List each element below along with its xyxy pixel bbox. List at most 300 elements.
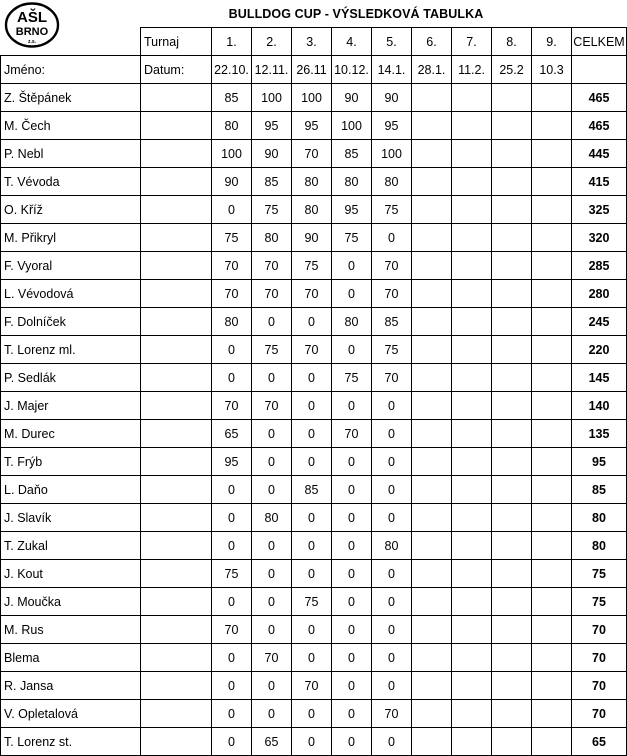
score-cell: 85	[252, 168, 292, 196]
round-label: 5.	[372, 28, 412, 56]
score-cell: 0	[212, 644, 252, 672]
round-header-row	[1, 28, 627, 56]
score-cell	[412, 168, 452, 196]
score-cell: 80	[292, 196, 332, 224]
page-title: BULLDOG CUP - VÝSLEDKOVÁ TABULKA	[228, 7, 484, 21]
score-cell: 0	[292, 532, 332, 560]
score-cell: 90	[372, 84, 412, 112]
name-header: Jméno:	[1, 56, 141, 84]
score-cell: 70	[372, 280, 412, 308]
total-cell: 75	[572, 588, 627, 616]
score-cell: 0	[332, 588, 372, 616]
score-cell	[412, 504, 452, 532]
score-cell	[532, 196, 572, 224]
score-cell	[492, 504, 532, 532]
score-cell	[452, 476, 492, 504]
score-cell: 70	[252, 392, 292, 420]
score-cell	[532, 112, 572, 140]
round-label: 7.	[452, 28, 492, 56]
total-cell: 135	[572, 420, 627, 448]
table-row	[1, 448, 627, 476]
player-extra-cell	[141, 140, 212, 168]
date-label: 10.12.	[332, 56, 372, 84]
score-cell	[492, 532, 532, 560]
score-cell	[412, 672, 452, 700]
player-extra-cell	[141, 616, 212, 644]
table-row	[1, 336, 627, 364]
date-label: 25.2	[492, 56, 532, 84]
table-row	[1, 560, 627, 588]
player-name: T. Lorenz ml.	[1, 336, 141, 364]
player-extra-cell	[141, 728, 212, 756]
score-cell	[452, 560, 492, 588]
round-label: 4.	[332, 28, 372, 56]
score-cell	[412, 280, 452, 308]
score-cell: 0	[252, 532, 292, 560]
player-extra-cell	[141, 392, 212, 420]
score-cell: 80	[332, 168, 372, 196]
total-cell: 95	[572, 448, 627, 476]
score-cell: 75	[212, 224, 252, 252]
table-row	[1, 364, 627, 392]
date-label: 28.1.	[412, 56, 452, 84]
score-cell: 75	[332, 224, 372, 252]
total-cell: 325	[572, 196, 627, 224]
score-cell: 70	[332, 420, 372, 448]
score-cell	[412, 392, 452, 420]
player-name: F. Dolníček	[1, 308, 141, 336]
table-row	[1, 728, 627, 756]
score-cell	[532, 728, 572, 756]
score-cell: 65	[212, 420, 252, 448]
total-cell: 140	[572, 392, 627, 420]
score-cell	[532, 364, 572, 392]
score-cell	[452, 672, 492, 700]
player-extra-cell	[141, 644, 212, 672]
score-cell: 0	[292, 728, 332, 756]
score-cell: 0	[332, 476, 372, 504]
total-cell: 465	[572, 84, 627, 112]
table-row	[1, 616, 627, 644]
score-cell: 70	[292, 672, 332, 700]
date-label: 11.2.	[452, 56, 492, 84]
score-cell	[412, 364, 452, 392]
player-name: R. Jansa	[1, 672, 141, 700]
player-extra-cell	[141, 420, 212, 448]
score-cell: 0	[292, 616, 332, 644]
score-cell: 95	[252, 112, 292, 140]
player-name: F. Vyoral	[1, 252, 141, 280]
score-cell: 90	[212, 168, 252, 196]
score-cell: 0	[332, 252, 372, 280]
score-cell	[452, 420, 492, 448]
score-cell: 0	[332, 448, 372, 476]
total-cell: 220	[572, 336, 627, 364]
score-cell: 70	[372, 364, 412, 392]
score-cell	[412, 308, 452, 336]
player-extra-cell	[141, 364, 212, 392]
score-cell: 70	[292, 336, 332, 364]
score-cell	[492, 560, 532, 588]
round-label: 2.	[252, 28, 292, 56]
date-label: 14.1.	[372, 56, 412, 84]
player-name: J. Majer	[1, 392, 141, 420]
score-cell: 70	[292, 140, 332, 168]
score-cell: 0	[332, 728, 372, 756]
score-cell: 0	[252, 364, 292, 392]
player-extra-cell	[141, 84, 212, 112]
total-cell: 70	[572, 644, 627, 672]
logo-text-zs: z.s.	[27, 39, 37, 45]
total-cell: 70	[572, 616, 627, 644]
date-header-row	[1, 56, 627, 84]
score-cell: 0	[252, 420, 292, 448]
date-label: 12.11.	[252, 56, 292, 84]
player-name: L. Vévodová	[1, 280, 141, 308]
score-cell	[452, 112, 492, 140]
score-cell: 0	[252, 476, 292, 504]
score-cell: 0	[212, 532, 252, 560]
score-cell: 0	[212, 672, 252, 700]
score-cell: 75	[292, 588, 332, 616]
table-row	[1, 140, 627, 168]
score-cell	[492, 84, 532, 112]
score-cell: 95	[332, 196, 372, 224]
score-cell	[452, 700, 492, 728]
score-cell	[492, 672, 532, 700]
score-cell	[412, 252, 452, 280]
player-extra-cell	[141, 700, 212, 728]
total-cell: 70	[572, 672, 627, 700]
player-name: J. Kout	[1, 560, 141, 588]
score-cell	[492, 364, 532, 392]
player-name: T. Zukal	[1, 532, 141, 560]
score-cell	[452, 140, 492, 168]
score-cell: 75	[372, 196, 412, 224]
table-row	[1, 700, 627, 728]
total-header-empty	[572, 56, 627, 84]
score-cell	[532, 336, 572, 364]
score-cell: 0	[292, 560, 332, 588]
score-cell	[452, 448, 492, 476]
score-cell: 80	[212, 308, 252, 336]
score-cell: 75	[372, 336, 412, 364]
score-cell	[532, 532, 572, 560]
table-row	[1, 308, 627, 336]
table-row	[1, 532, 627, 560]
score-cell: 0	[292, 644, 332, 672]
table-row	[1, 168, 627, 196]
score-cell: 95	[292, 112, 332, 140]
score-cell	[412, 588, 452, 616]
score-cell: 100	[292, 84, 332, 112]
total-cell: 145	[572, 364, 627, 392]
player-extra-cell	[141, 504, 212, 532]
score-cell	[492, 168, 532, 196]
player-extra-cell	[141, 672, 212, 700]
player-name: L. Daňo	[1, 476, 141, 504]
score-cell: 0	[212, 336, 252, 364]
score-cell: 70	[212, 280, 252, 308]
score-cell	[492, 196, 532, 224]
score-cell	[452, 308, 492, 336]
player-name: J. Slavík	[1, 504, 141, 532]
score-cell: 0	[372, 448, 412, 476]
logo-cell	[1, 28, 141, 56]
turnaj-label: Turnaj	[141, 28, 212, 56]
logo-text-asl: AŠL	[17, 9, 47, 26]
player-name: T. Frýb	[1, 448, 141, 476]
score-cell: 0	[332, 336, 372, 364]
score-cell	[532, 420, 572, 448]
score-cell	[492, 140, 532, 168]
score-cell: 70	[212, 392, 252, 420]
total-cell: 85	[572, 476, 627, 504]
score-cell	[532, 448, 572, 476]
score-cell: 90	[252, 140, 292, 168]
total-cell: 75	[572, 560, 627, 588]
score-cell: 0	[332, 532, 372, 560]
score-cell	[412, 224, 452, 252]
results-table-body	[1, 28, 627, 756]
player-extra-cell	[141, 308, 212, 336]
score-cell: 0	[292, 392, 332, 420]
player-name: J. Moučka	[1, 588, 141, 616]
score-cell	[412, 616, 452, 644]
score-cell	[532, 140, 572, 168]
score-cell	[532, 84, 572, 112]
score-cell: 0	[212, 728, 252, 756]
table-row	[1, 112, 627, 140]
player-name: P. Nebl	[1, 140, 141, 168]
score-cell	[452, 252, 492, 280]
score-cell	[412, 560, 452, 588]
player-extra-cell	[141, 224, 212, 252]
player-name: Blema	[1, 644, 141, 672]
score-cell: 95	[212, 448, 252, 476]
player-extra-cell	[141, 588, 212, 616]
player-name: V. Opletalová	[1, 700, 141, 728]
score-cell: 80	[252, 224, 292, 252]
player-extra-cell	[141, 280, 212, 308]
score-cell: 0	[372, 728, 412, 756]
total-cell: 80	[572, 504, 627, 532]
score-cell	[452, 84, 492, 112]
score-cell: 0	[372, 392, 412, 420]
results-table	[0, 27, 627, 756]
total-cell: 245	[572, 308, 627, 336]
player-name: P. Sedlák	[1, 364, 141, 392]
score-cell	[412, 140, 452, 168]
score-cell	[412, 196, 452, 224]
score-cell: 0	[252, 560, 292, 588]
score-cell	[492, 700, 532, 728]
score-cell: 0	[372, 476, 412, 504]
total-cell: 320	[572, 224, 627, 252]
score-cell: 75	[292, 252, 332, 280]
score-cell	[452, 532, 492, 560]
score-cell: 0	[332, 504, 372, 532]
score-cell	[452, 280, 492, 308]
score-cell: 70	[252, 252, 292, 280]
score-cell: 75	[252, 336, 292, 364]
total-cell: 445	[572, 140, 627, 168]
score-cell	[492, 112, 532, 140]
table-row	[1, 392, 627, 420]
score-cell: 70	[372, 252, 412, 280]
score-cell: 80	[252, 504, 292, 532]
score-cell: 100	[372, 140, 412, 168]
score-cell: 70	[212, 252, 252, 280]
player-name: M. Přikryl	[1, 224, 141, 252]
score-cell: 0	[332, 616, 372, 644]
player-name: O. Kříž	[1, 196, 141, 224]
score-cell: 0	[252, 672, 292, 700]
score-cell: 85	[332, 140, 372, 168]
score-cell: 80	[212, 112, 252, 140]
round-label: 6.	[412, 28, 452, 56]
player-name: Z. Štěpánek	[1, 84, 141, 112]
score-cell	[492, 644, 532, 672]
score-cell: 0	[372, 504, 412, 532]
score-cell: 0	[332, 280, 372, 308]
total-cell: 70	[572, 700, 627, 728]
score-cell: 0	[212, 588, 252, 616]
score-cell	[492, 336, 532, 364]
score-cell: 0	[372, 672, 412, 700]
player-extra-cell	[141, 252, 212, 280]
score-cell: 65	[252, 728, 292, 756]
date-label: 10.3	[532, 56, 572, 84]
score-cell: 95	[372, 112, 412, 140]
total-cell: 280	[572, 280, 627, 308]
score-cell: 70	[252, 644, 292, 672]
score-cell: 75	[332, 364, 372, 392]
score-cell	[452, 644, 492, 672]
total-header: CELKEM	[572, 28, 627, 56]
score-cell: 0	[372, 560, 412, 588]
score-cell: 0	[252, 308, 292, 336]
score-cell	[532, 700, 572, 728]
score-cell	[532, 672, 572, 700]
round-label: 9.	[532, 28, 572, 56]
total-cell: 65	[572, 728, 627, 756]
table-row	[1, 252, 627, 280]
date-label: 26.11	[292, 56, 332, 84]
score-cell	[412, 644, 452, 672]
player-extra-cell	[141, 196, 212, 224]
score-cell: 0	[212, 700, 252, 728]
score-cell	[452, 364, 492, 392]
score-cell: 0	[292, 420, 332, 448]
score-cell	[532, 560, 572, 588]
score-cell	[452, 504, 492, 532]
score-cell: 80	[372, 168, 412, 196]
score-cell	[532, 252, 572, 280]
score-cell: 70	[212, 616, 252, 644]
score-cell: 85	[372, 308, 412, 336]
score-cell: 0	[332, 672, 372, 700]
score-cell	[412, 112, 452, 140]
score-cell: 90	[292, 224, 332, 252]
score-cell	[492, 252, 532, 280]
score-cell	[492, 448, 532, 476]
total-cell: 285	[572, 252, 627, 280]
score-cell: 0	[372, 644, 412, 672]
score-cell	[452, 168, 492, 196]
round-label: 3.	[292, 28, 332, 56]
table-row	[1, 280, 627, 308]
score-cell	[492, 476, 532, 504]
date-label: 22.10.	[212, 56, 252, 84]
score-cell	[452, 392, 492, 420]
score-cell	[412, 532, 452, 560]
score-cell	[452, 196, 492, 224]
score-cell	[452, 588, 492, 616]
score-cell: 0	[332, 700, 372, 728]
player-name: T. Vévoda	[1, 168, 141, 196]
score-cell: 70	[292, 280, 332, 308]
player-extra-cell	[141, 168, 212, 196]
score-cell: 0	[292, 504, 332, 532]
total-cell: 415	[572, 168, 627, 196]
table-row	[1, 224, 627, 252]
score-cell: 100	[252, 84, 292, 112]
table-row	[1, 504, 627, 532]
score-cell	[412, 84, 452, 112]
score-cell: 0	[292, 700, 332, 728]
score-cell: 0	[332, 560, 372, 588]
score-cell: 0	[332, 644, 372, 672]
score-cell: 75	[252, 196, 292, 224]
score-cell	[492, 280, 532, 308]
table-row	[1, 476, 627, 504]
score-cell: 0	[372, 224, 412, 252]
score-cell: 100	[332, 112, 372, 140]
score-cell: 85	[292, 476, 332, 504]
score-cell: 0	[252, 616, 292, 644]
total-cell: 465	[572, 112, 627, 140]
score-cell: 80	[372, 532, 412, 560]
score-cell: 0	[212, 364, 252, 392]
score-cell: 80	[292, 168, 332, 196]
round-label: 1.	[212, 28, 252, 56]
score-cell: 0	[332, 392, 372, 420]
score-cell	[412, 476, 452, 504]
score-cell	[532, 504, 572, 532]
score-cell	[452, 616, 492, 644]
score-cell	[492, 308, 532, 336]
table-row	[1, 644, 627, 672]
score-cell	[452, 336, 492, 364]
score-cell	[412, 420, 452, 448]
score-cell	[532, 224, 572, 252]
round-label: 8.	[492, 28, 532, 56]
player-extra-cell	[141, 112, 212, 140]
score-cell: 70	[252, 280, 292, 308]
player-name: T. Lorenz st.	[1, 728, 141, 756]
table-row	[1, 672, 627, 700]
table-row	[1, 84, 627, 112]
score-cell	[532, 616, 572, 644]
score-cell	[492, 392, 532, 420]
score-cell	[492, 728, 532, 756]
score-cell	[532, 280, 572, 308]
score-cell: 0	[212, 196, 252, 224]
score-cell: 85	[212, 84, 252, 112]
datum-label: Datum:	[141, 56, 212, 84]
score-cell: 0	[292, 308, 332, 336]
